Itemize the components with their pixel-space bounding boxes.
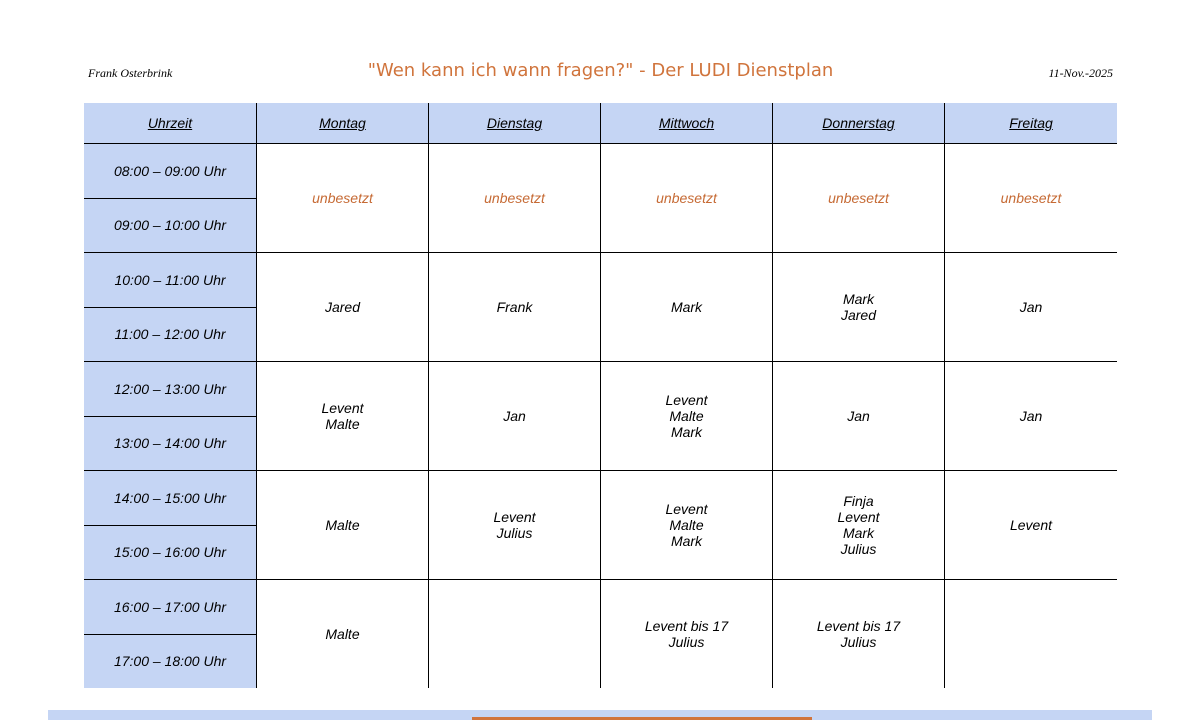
author-name: Frank Osterbrink [88,66,173,80]
schedule-cell [944,579,1117,688]
schedule-cell [600,252,772,361]
schedule-cell [428,470,600,579]
schedule-cell [772,470,944,579]
schedule-cell [600,470,772,579]
staff-name: Mark [842,291,875,307]
staff-name: Levent [493,509,536,525]
vacant-label: unbesetzt [312,190,373,206]
staff-name: Jared [324,299,361,315]
schedule-cell [256,252,428,361]
staff-name: Jan [847,408,870,424]
page-title: "Wen kann ich wann fragen?" - Der LUDI Dienstplan [367,60,834,81]
time-slot: 14:00 – 15:00 Uhr [84,470,256,525]
staff-name: Jan [1019,299,1043,315]
staff-name: Mark [670,533,703,549]
time-slot: 15:00 – 16:00 Uhr [84,525,256,580]
staff-name: Malte [325,416,360,432]
time-slot: 08:00 – 09:00 Uhr [84,143,256,198]
schedule-cell [944,252,1117,361]
time-slot: 09:00 – 10:00 Uhr [84,198,256,253]
staff-name: Mark [842,525,875,541]
staff-name: Mark [670,299,703,315]
staff-name: Levent [665,392,708,408]
time-slot: 10:00 – 11:00 Uhr [84,252,256,307]
schedule-cell [428,252,600,361]
schedule-cell [772,579,944,688]
schedule-cell [256,470,428,579]
column-header-dienstag: Dienstag [428,103,600,143]
staff-name: Julius [668,634,705,650]
schedule-cell [256,361,428,470]
staff-name: Julius [840,541,877,557]
staff-name: Levent [1009,517,1053,533]
staff-name: Frank [496,299,533,315]
document-date: 11-Nov.-2025 [1048,66,1113,80]
schedule-cell [600,361,772,470]
column-header-freitag: Freitag [944,103,1117,143]
schedule-cell [772,252,944,361]
schedule-cell [256,143,428,252]
schedule-cell [944,470,1117,579]
staff-name: Levent [321,400,364,416]
document-header [84,58,1117,88]
schedule-table [84,103,1117,688]
staff-name: Levent bis 17 [644,618,729,634]
schedule-cell [772,143,944,252]
schedule-cell [944,361,1117,470]
schedule-cell [944,143,1117,252]
staff-name: Julius [840,634,877,650]
schedule-cell [428,143,600,252]
schedule-cell [428,361,600,470]
staff-name: Jan [503,408,526,424]
time-slot: 11:00 – 12:00 Uhr [84,307,256,362]
time-slot: 17:00 – 18:00 Uhr [84,634,256,689]
schedule-cell [428,579,600,688]
column-header-uhrzeit: Uhrzeit [84,103,256,143]
staff-name: Levent bis 17 [816,618,901,634]
column-header-donnerstag: Donnerstag [772,103,944,143]
staff-name: Malte [669,408,704,424]
vacant-label: unbesetzt [1000,190,1062,206]
staff-name: Malte [669,517,704,533]
column-header-mittwoch: Mittwoch [600,103,772,143]
staff-name: Malte [325,517,360,533]
staff-name: Julius [496,525,533,541]
staff-name: Mark [670,424,703,440]
staff-name: Finja [843,493,874,509]
time-slot: 12:00 – 13:00 Uhr [84,361,256,416]
vacant-label: unbesetzt [484,190,545,206]
staff-name: Malte [325,626,360,642]
time-slot: 13:00 – 14:00 Uhr [84,416,256,471]
schedule-cell [256,579,428,688]
staff-name: Levent [665,501,708,517]
staff-name: Jan [1019,408,1043,424]
schedule-cell [600,143,772,252]
staff-name: Jared [840,307,877,323]
schedule-cell [600,579,772,688]
vacant-label: unbesetzt [828,190,889,206]
time-slot: 16:00 – 17:00 Uhr [84,579,256,634]
schedule-cell [772,361,944,470]
vacant-label: unbesetzt [656,190,717,206]
column-header-montag: Montag [256,103,428,143]
staff-name: Levent [837,509,880,525]
